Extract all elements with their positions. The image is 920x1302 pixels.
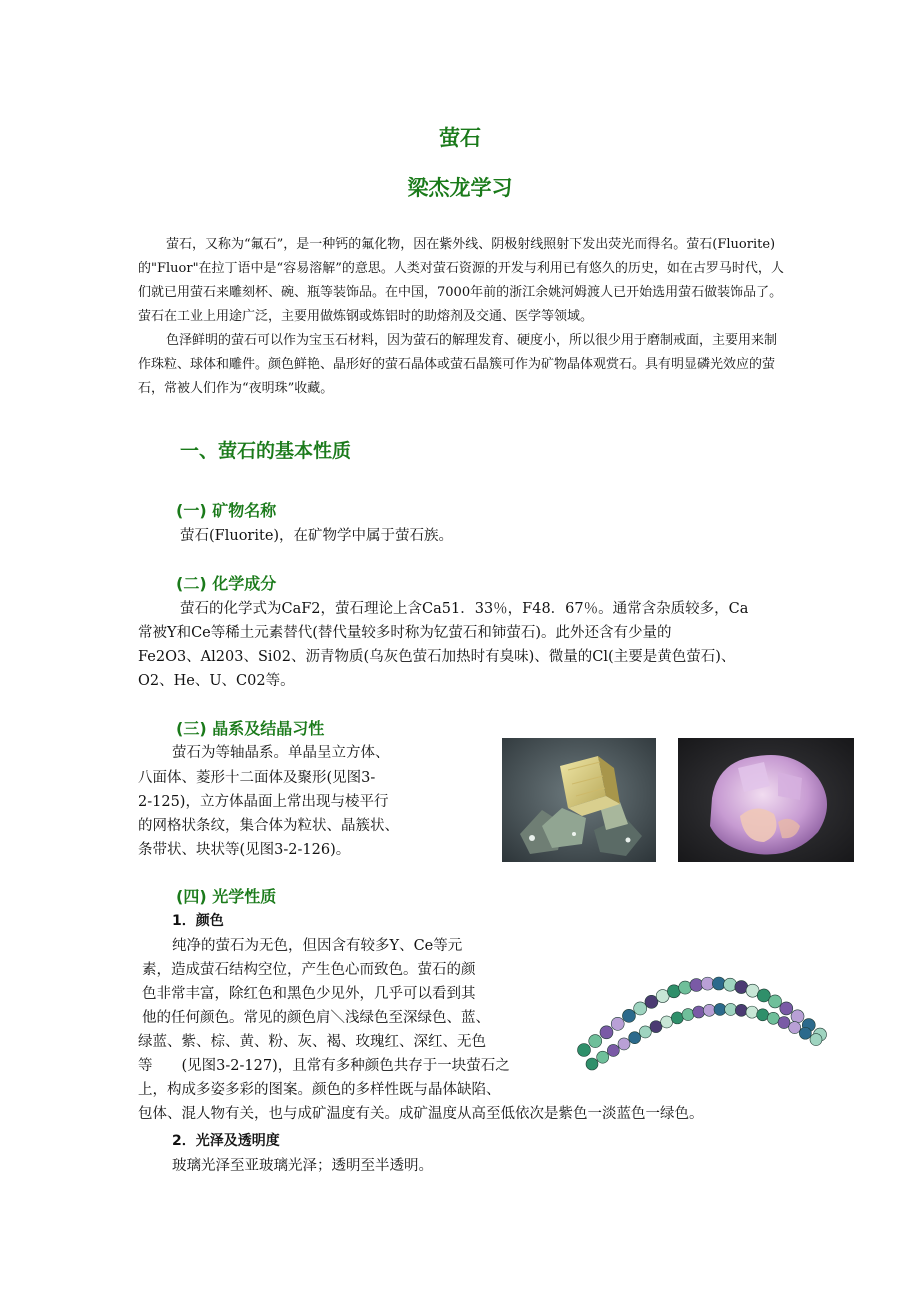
necklace-bead bbox=[714, 1003, 726, 1015]
chem-line-3: Fe2O3、Al203、Si02、沥青物质(乌灰色萤石加热时有臭味)、微量的Cl(主要是黄色萤石)、 bbox=[138, 649, 736, 665]
necklace-bead bbox=[661, 1016, 673, 1028]
necklace-bead bbox=[778, 1017, 790, 1029]
necklace-bead bbox=[703, 1004, 715, 1016]
necklace-bead bbox=[810, 1034, 822, 1046]
necklace-bead bbox=[650, 1021, 662, 1033]
section-heading-basic-properties: 一、萤石的基本性质 bbox=[180, 440, 352, 462]
necklace-bead bbox=[634, 1002, 647, 1015]
crystal-line-1: 萤石为等轴晶系。单晶呈立方体、 bbox=[172, 745, 390, 761]
necklace-bead bbox=[639, 1026, 651, 1038]
necklace-bead bbox=[735, 1004, 747, 1016]
item-heading-luster-transparency: 2．光泽及透明度 bbox=[172, 1133, 280, 1149]
necklace-bead bbox=[757, 989, 770, 1002]
color-line-2: 素，造成萤石结构空位，产生色心而致色。萤石的颜 bbox=[142, 962, 476, 978]
necklace-bead bbox=[693, 1006, 705, 1018]
color-line-4: 他的任何颜色。常见的颜色肩＼浅绿色至深绿色、蓝、 bbox=[142, 1010, 490, 1026]
necklace-bead bbox=[789, 1022, 801, 1034]
necklace-bead bbox=[597, 1051, 609, 1063]
color-line-5: 绿蓝、紫、棕、黄、粉、灰、褐、玫瑰红、深红、无色 bbox=[138, 1034, 486, 1050]
color-line-6: 等 (见图3-2-127)，且常有多种颜色共存于一块萤石之 bbox=[138, 1058, 510, 1074]
fluorite-bead-necklace-photo bbox=[570, 940, 832, 1082]
luster-transparency-text: 玻璃光泽至亚玻璃光泽；透明至半透明。 bbox=[172, 1158, 433, 1174]
color-line-8: 包体、混人物有关，也与成矿温度有关。成矿温度从高至低依次是紫色一淡蓝色一绿色。 bbox=[138, 1106, 704, 1122]
necklace-bead bbox=[791, 1010, 804, 1023]
necklace-bead bbox=[578, 1044, 591, 1057]
necklace-bead bbox=[725, 1003, 737, 1015]
necklace-bead bbox=[679, 981, 692, 994]
necklace-bead bbox=[600, 1026, 613, 1039]
necklace-bead bbox=[724, 978, 737, 991]
necklace-bead bbox=[586, 1058, 598, 1070]
document-title: 萤石 bbox=[439, 126, 481, 150]
crystal-line-3: 2-125)，立方体晶面上常出现与棱平行 bbox=[138, 794, 389, 810]
color-line-1: 纯净的萤石为无色，但因含有较多Y、Ce等元 bbox=[172, 938, 463, 954]
subsection-heading-mineral-name: (一) 矿物名称 bbox=[176, 501, 277, 520]
necklace-bead bbox=[629, 1032, 641, 1044]
necklace-bead bbox=[618, 1038, 630, 1050]
necklace-bead bbox=[757, 1009, 769, 1021]
chem-line-1: 萤石的化学式为CaF2，萤石理论上含Ca51．33％，F48．67％。通常含杂质较多，Ca bbox=[180, 601, 749, 617]
chem-line-2: 常被Y和Ce等稀土元素替代(替代量较多时称为钇萤石和铈萤石)。此外还含有少量的 bbox=[138, 625, 672, 641]
necklace-bead bbox=[682, 1009, 694, 1021]
necklace-bead bbox=[607, 1044, 619, 1056]
crystal-line-2: 八面体、菱形十二面体及聚形(见图3- bbox=[138, 770, 376, 786]
necklace-bead bbox=[746, 1006, 758, 1018]
item-heading-color: 1．颜色 bbox=[172, 913, 224, 929]
necklace-bead bbox=[611, 1017, 624, 1030]
intro-paragraph-1: 萤石，又称为“氟石”，是一种钙的氟化物，因在紫外线、阴极射线照射下发出荧光而得名。萤石(Fluorite)的"Fluor"在拉丁语中是“容易溶解”的意思。人类对萤石资源的开发与利用已有悠久的历史，如在古罗马时代，人们就已用萤石来雕刻杯、碗、瓶等装饰品。在中国，7000年前的浙江余姚河姆渡人已开始选用萤石做装饰品了。萤石在工业上用途广泛，主要用做炼钢或炼铝时的助熔剂及交通、医学等领域。 bbox=[138, 237, 784, 324]
color-line-3: 色非常丰富，除红色和黑色少见外，几乎可以看到其 bbox=[142, 986, 476, 1002]
subsection-heading-crystal-system: (三) 晶系及结晶习性 bbox=[176, 719, 325, 738]
intro-paragraph-2: 色泽鲜明的萤石可以作为宝玉石材料，因为萤石的解理发育、硬度小，所以很少用于磨制戒面，主要用来制作珠粒、球体和雕件。颜色鲜艳、晶形好的萤石晶体或萤石晶簇可作为矿物晶体观赏石。具有明显磷光效应的萤石，常被人们作为“夜明珠”收藏。 bbox=[138, 333, 778, 396]
necklace-bead bbox=[690, 978, 703, 991]
necklace-bead bbox=[769, 995, 782, 1008]
subsection-heading-chemical-composition: (二) 化学成分 bbox=[176, 574, 277, 593]
mineral-name-text: 萤石(Fluorite)，在矿物学中属于萤石族。 bbox=[180, 528, 454, 544]
necklace-bead bbox=[780, 1002, 793, 1015]
fluorite-cube-photo bbox=[502, 738, 656, 862]
necklace-bead bbox=[799, 1027, 811, 1039]
crystal-line-5: 条带状、块状等(见图3-2-126)。 bbox=[138, 842, 351, 858]
purple-fluorite-photo bbox=[678, 738, 854, 862]
necklace-bead bbox=[671, 1012, 683, 1024]
chem-line-4: O2、He、U、C02等。 bbox=[138, 673, 295, 689]
crystal-line-4: 的网格状条纹，集合体为粒状、晶簇状、 bbox=[138, 818, 399, 834]
document-subtitle: 梁杰龙学习 bbox=[407, 176, 513, 200]
color-line-7: 上，构成多姿多彩的图案。颜色的多样性既与晶体缺陷、 bbox=[138, 1082, 501, 1098]
subsection-heading-optical-properties: (四) 光学性质 bbox=[176, 887, 277, 906]
necklace-bead bbox=[589, 1035, 602, 1048]
necklace-bead bbox=[622, 1009, 635, 1022]
necklace-bead bbox=[767, 1012, 779, 1024]
